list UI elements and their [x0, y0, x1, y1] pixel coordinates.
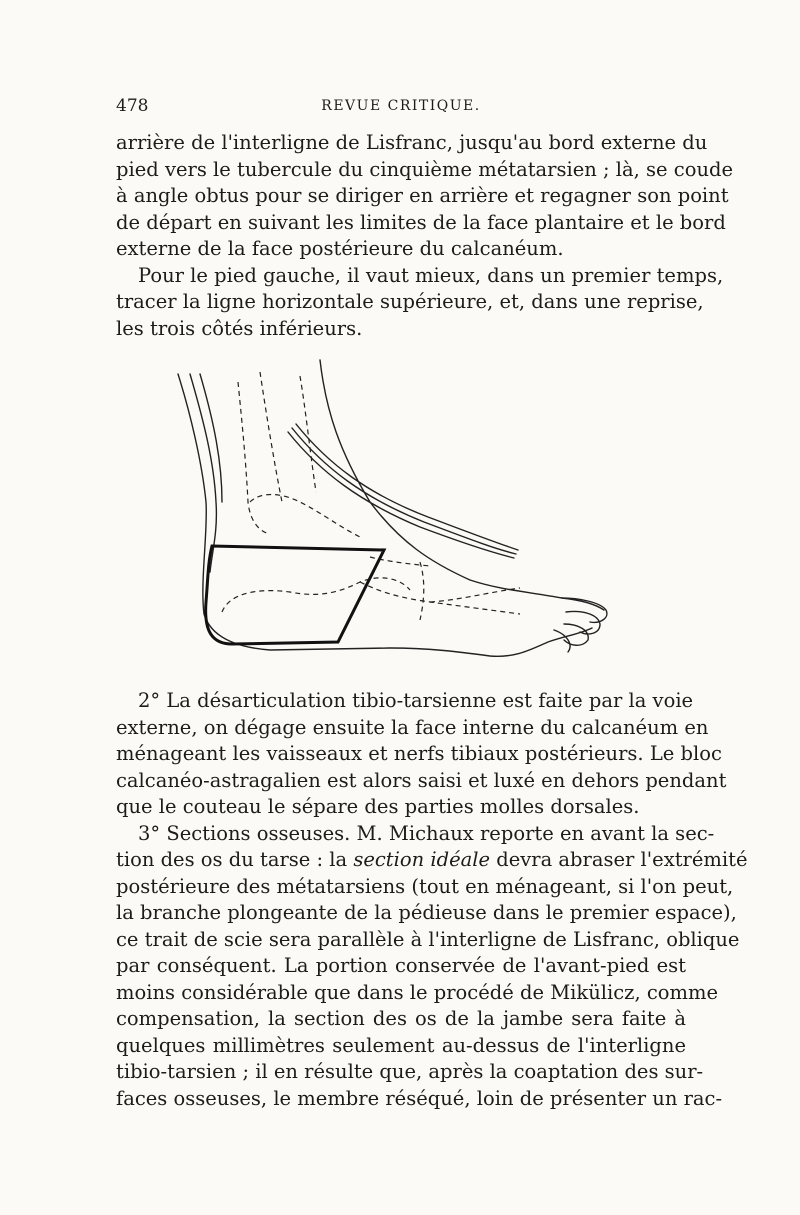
fibula-dashed [238, 382, 270, 534]
text-line: les trois côtés inférieurs. [116, 316, 363, 340]
text-run: tion des os du tarse : la [116, 848, 354, 871]
text-block-top [116, 130, 734, 342]
text-line: Pour le pied gauche, il vaut mieux, dans un premier temps, [138, 263, 724, 287]
text-line: tibio-tarsien ; il en résulte que, après la coaptation des sur- [116, 1060, 704, 1083]
text-line [116, 847, 748, 874]
text-line: ménageant les vaisseaux et nerfs tibiaux postérieurs. Le bloc [116, 742, 722, 765]
talus-dashed [250, 495, 360, 538]
heel-sole-outline [178, 374, 592, 656]
metatarsal-dashed [430, 588, 520, 602]
tarsal-dashed [370, 557, 430, 620]
text-line: quelques millimètres seulement au-dessus de l'interligne [116, 1033, 686, 1057]
text-line: ce trait de scie sera parallèle à l'interligne de Lisfranc, oblique [116, 927, 740, 951]
tendon-line [296, 424, 518, 550]
foot-amputation-figure [170, 352, 630, 672]
paragraph-4 [116, 821, 748, 1113]
page-header [116, 96, 686, 122]
running-title: REVUE CRITIQUE. [321, 98, 481, 114]
text-line: la branche plongeante de la pédieuse dans le premier espace), [116, 901, 737, 924]
text-line: à angle obtus pour se diriger en arrière et regagner son point [116, 184, 729, 207]
achilles-line [190, 374, 216, 572]
toes-outline [554, 598, 607, 652]
incision-outline [206, 546, 384, 644]
text-line: moins considérable que dans le procédé de Mikülicz, comme [116, 980, 719, 1004]
text-line: 3° Sections osseuses. M. Michaux reporte en avant la sec- [138, 821, 715, 845]
tibia-dashed [260, 372, 282, 502]
text-line: que le couteau le sépare des parties molles dorsales. [116, 795, 640, 818]
tibia-dashed [300, 376, 316, 492]
text-line: de départ en suivant les limites de la face plantaire et le bord [116, 210, 726, 234]
calcaneus-dashed [222, 578, 410, 612]
text-line: faces osseuses, le membre réséqué, loin de présenter un rac- [116, 1086, 723, 1110]
text-line: externe de la face postérieure du calcanéum. [116, 237, 564, 260]
tendon-line [292, 428, 516, 554]
text-line: tracer la ligne horizontale supérieure, et, dans une reprise, [116, 290, 704, 313]
text-line: 2° La désarticulation tibio-tarsienne est faite par la voie [138, 689, 694, 712]
text-line: externe, on dégage ensuite la face interne du calcanéum en [116, 715, 709, 739]
paragraph-2 [116, 263, 724, 343]
text-line: postérieure des métatarsiens (tout en ménageant, si l'on peut, [116, 874, 734, 898]
text-line: pied vers le tubercule du cinquième métatarsien ; là, se coude [116, 157, 734, 181]
text-block-bottom [116, 688, 748, 1112]
italic-term: section idéale [353, 848, 491, 871]
text-run: devra abraser l'extrémité [490, 848, 748, 871]
page-number: 478 [116, 96, 149, 116]
text-line: par conséquent. La portion conservée de l'avant-pied est [116, 954, 686, 977]
text-line: arrière de l'interligne de Lisfranc, jusqu'au bord externe du [116, 131, 708, 154]
text-line: compensation, la section des os de la jambe sera faite à [116, 1007, 686, 1030]
tendon-line [288, 432, 514, 558]
paragraph-3 [116, 688, 727, 821]
paragraph-1 [116, 130, 734, 263]
text-line: calcanéo-astragalien est alors saisi et luxé en dehors pendant [116, 768, 727, 792]
